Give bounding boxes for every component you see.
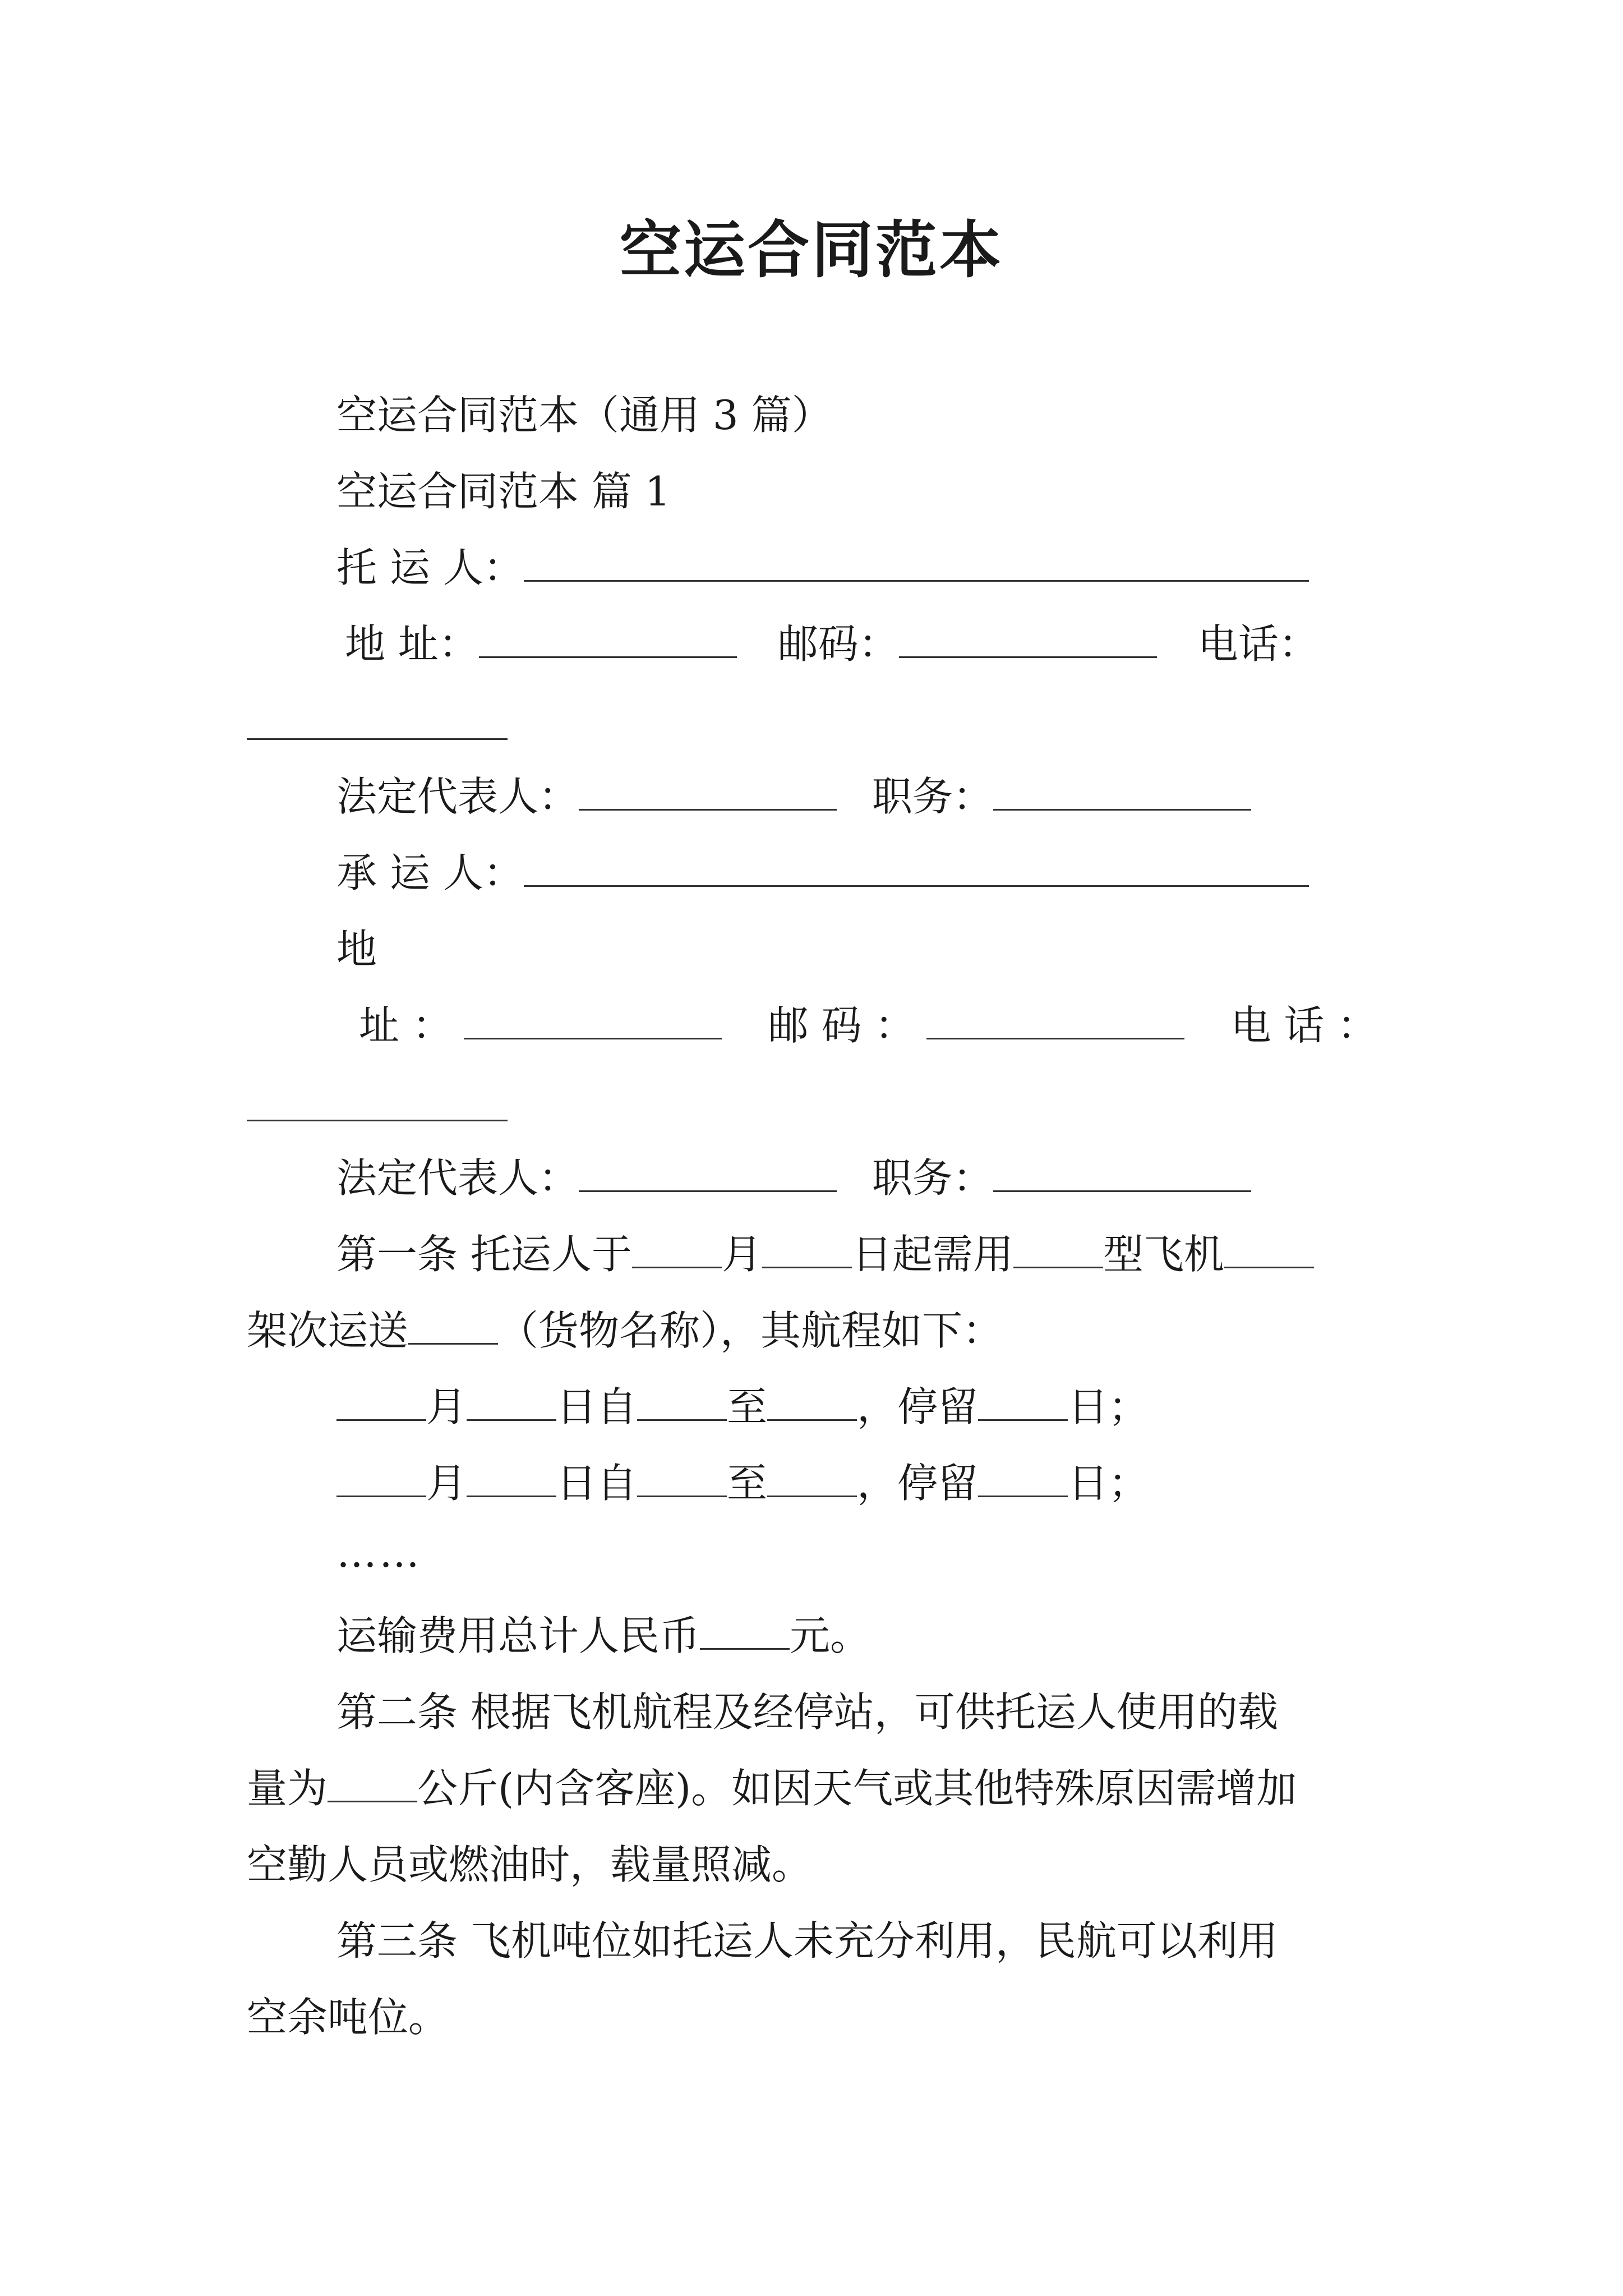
section-heading: 空运合同范本 篇 1 [336, 468, 671, 515]
carrier-postcode-blank[interactable] [926, 1004, 1184, 1039]
carrier-phone-label: 电 话 ： [1230, 1002, 1378, 1049]
article1-line2 [247, 1303, 1003, 1359]
route2-stay-label: ，停留 [857, 1460, 979, 1507]
carrier-label: 承 运 人： [336, 849, 524, 896]
article2-line1: 第二条 根据飞机航程及经停站，可供托运人使用的载 [336, 1688, 1278, 1736]
carrier-blank[interactable] [524, 852, 1309, 887]
route2-to-label: 至 [727, 1460, 768, 1507]
article1-goods-blank[interactable] [408, 1309, 498, 1345]
route1-end-label: 日； [1068, 1383, 1149, 1430]
article1-month-blank[interactable] [632, 1233, 722, 1268]
route2-end-label: 日； [1068, 1460, 1149, 1507]
shipper-postcode-label: 邮码： [777, 620, 899, 668]
carrier-address-label-1: 地 [336, 926, 377, 973]
article2-text-b: 公斤(内含客座)。如因天气或其他特殊原因需增加 [417, 1765, 1297, 1812]
article1-day-blank[interactable] [762, 1233, 852, 1268]
fee-label: 运输费用总计人民币 [336, 1612, 700, 1659]
shipper-postcode-blank[interactable] [899, 623, 1157, 658]
carrier-row [336, 845, 1309, 901]
route2-from-label: 日自 [556, 1460, 638, 1507]
ellipsis: …… [336, 1529, 422, 1576]
route1-to-blank[interactable] [767, 1386, 857, 1421]
carrier-address-blank[interactable] [464, 1004, 722, 1039]
route-line-2 [336, 1455, 1149, 1511]
article1-text-d: 型飞机 [1103, 1231, 1224, 1278]
shipper-address-row [345, 616, 1319, 672]
route2-month-label: 月 [426, 1460, 467, 1507]
carrier-duty-label: 职务： [872, 1154, 993, 1202]
article1-sorties-blank[interactable] [1224, 1233, 1314, 1268]
article1-text-a: 第一条 托运人于 [336, 1231, 632, 1278]
carrier-rep-blank[interactable] [579, 1157, 837, 1192]
article1-text-f: （货物名称），其航程如下： [498, 1307, 1003, 1354]
route2-from-blank[interactable] [637, 1462, 727, 1497]
route1-month-blank[interactable] [336, 1386, 426, 1421]
route2-month-blank[interactable] [336, 1462, 426, 1497]
subtitle: 空运合同范本（通用 3 篇） [336, 392, 832, 439]
shipper-blank[interactable] [524, 546, 1309, 582]
article1-text-e: 架次运送 [247, 1307, 409, 1354]
shipper-address-blank[interactable] [479, 623, 737, 658]
fee-blank[interactable] [700, 1614, 790, 1650]
carrier-phone-blank[interactable] [247, 1120, 508, 1121]
article1-line1 [336, 1226, 1314, 1282]
route-line-1 [336, 1379, 1149, 1435]
carrier-address-label-2: 址 ： [359, 1002, 453, 1049]
document-title: 空运合同范本 [620, 214, 1003, 286]
route1-from-blank[interactable] [637, 1386, 727, 1421]
shipper-duty-label: 职务： [872, 773, 993, 820]
article3-line2: 空余吨位。 [247, 1994, 449, 2041]
shipper-phone-label: 电话： [1197, 620, 1319, 668]
article1-text-c: 日起需用 [851, 1231, 1013, 1278]
shipper-address-label: 地 址： [345, 620, 479, 668]
article3-line1: 第三条 飞机吨位如托运人未充分利用，民航可以利用 [336, 1917, 1278, 1964]
route1-month-label: 月 [426, 1383, 467, 1430]
route2-stay-blank[interactable] [978, 1462, 1068, 1497]
route2-to-blank[interactable] [767, 1462, 857, 1497]
route1-day-blank[interactable] [467, 1386, 556, 1421]
article2-line2 [247, 1760, 1297, 1816]
carrier-rep-row [336, 1150, 1251, 1206]
shipper-rep-label: 法定代表人： [336, 773, 579, 820]
article2-weight-blank[interactable] [328, 1767, 417, 1802]
article2-line3: 空勤人员或燃油时，载量照减。 [247, 1841, 813, 1888]
route2-day-blank[interactable] [467, 1462, 556, 1497]
shipper-label: 托 运 人： [336, 544, 524, 591]
shipper-duty-blank[interactable] [993, 775, 1251, 811]
route1-from-label: 日自 [556, 1383, 638, 1430]
fee-line [336, 1608, 870, 1664]
shipper-phone-blank[interactable] [247, 738, 508, 740]
route1-to-label: 至 [727, 1383, 768, 1430]
shipper-rep-row [336, 769, 1251, 825]
shipper-rep-blank[interactable] [579, 775, 837, 811]
carrier-rep-label: 法定代表人： [336, 1154, 579, 1202]
carrier-duty-blank[interactable] [993, 1157, 1251, 1192]
article1-text-b: 月 [721, 1231, 762, 1278]
carrier-postcode-label: 邮 码 ： [768, 1002, 915, 1049]
article1-type-blank[interactable] [1013, 1233, 1103, 1268]
shipper-row [336, 540, 1309, 596]
article2-text-a: 量为 [247, 1765, 328, 1812]
fee-unit: 元。 [790, 1612, 871, 1659]
route1-stay-blank[interactable] [978, 1386, 1068, 1421]
route1-stay-label: ，停留 [857, 1383, 979, 1430]
carrier-address-row [359, 997, 1377, 1053]
